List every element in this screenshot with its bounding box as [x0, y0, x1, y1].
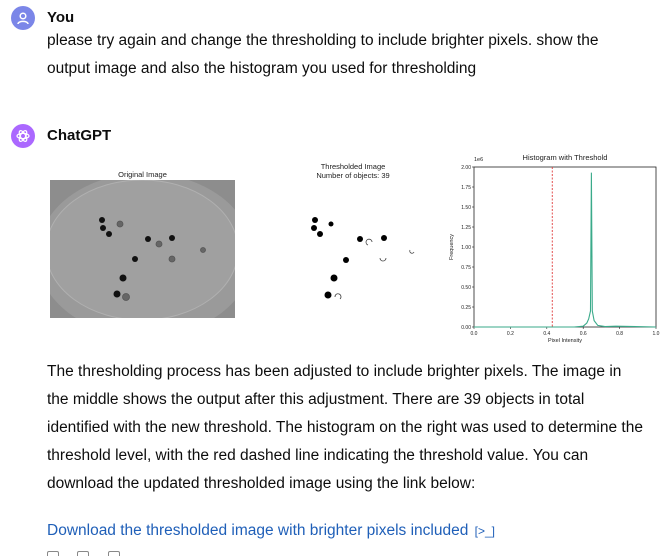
- x-tick-label: 0.0: [470, 331, 478, 337]
- user-icon: [16, 11, 30, 25]
- user-message: [47, 27, 598, 83]
- download-link[interactable]: [47, 522, 495, 540]
- assistant-paragraph: [47, 358, 643, 498]
- x-tick-label: 1.0: [652, 331, 660, 337]
- plot-frame: [474, 167, 656, 327]
- y-tick-label: 1.25: [461, 224, 471, 231]
- thumbs-down-icon[interactable]: [77, 551, 89, 556]
- openai-logo-icon: [15, 128, 31, 144]
- thresholded-title-line: Thresholded Image: [320, 162, 386, 171]
- y-tick-label: 2.00: [461, 164, 471, 171]
- user-avatar: [11, 6, 35, 30]
- assistant-name: ChatGPT: [47, 127, 112, 144]
- y-tick-label: 1.00: [461, 244, 471, 251]
- code-interpreter-icon[interactable]: [>_]: [474, 524, 496, 538]
- thresholded-image-title: [288, 162, 418, 180]
- assistant-avatar: [11, 124, 35, 148]
- y-scale-note: 1e6: [474, 157, 484, 163]
- copy-icon[interactable]: [47, 551, 59, 556]
- thresholded-count-line: Number of objects: 39: [316, 171, 390, 180]
- paragraph-line: identified with the new threshold. The histogram on the right was used to determine the: [47, 419, 643, 436]
- paragraph-line: the middle shows the output after this adjustment. There are 39 objects in total: [47, 391, 585, 408]
- histogram-chart: [444, 150, 662, 352]
- original-image: [50, 180, 235, 318]
- user-message-line: output image and also the histogram you used for thresholding: [47, 60, 477, 77]
- message-actions: [47, 550, 127, 556]
- download-link-text[interactable]: Download the thresholded image with brighter pixels included: [47, 522, 469, 539]
- y-axis-label: Frequency: [449, 234, 455, 260]
- y-tick-label: 0.50: [461, 284, 471, 291]
- paragraph-line: The thresholding process has been adjusted to include brighter pixels. The image in: [47, 363, 622, 380]
- x-tick-label: 0.2: [506, 331, 514, 337]
- original-image-title: Original Image: [118, 170, 167, 179]
- thresholded-image: [300, 200, 425, 310]
- y-tick-label: 1.75: [461, 184, 471, 191]
- y-tick-label: 0.25: [461, 304, 471, 311]
- y-tick-label: 0.00: [461, 324, 471, 331]
- x-axis-label: Pixel Intensity: [548, 338, 582, 344]
- x-tick-label: 0.6: [579, 331, 587, 337]
- x-tick-label: 0.4: [543, 331, 551, 337]
- regenerate-icon[interactable]: [108, 551, 120, 556]
- paragraph-line: download the updated thresholded image using the link below:: [47, 475, 476, 492]
- paragraph-line: threshold level, with the red dashed line indicating the threshold value. You can: [47, 447, 589, 464]
- x-tick-label: 0.8: [616, 331, 624, 337]
- user-name: You: [47, 9, 75, 26]
- chart-title: Histogram with Threshold: [522, 153, 608, 162]
- y-tick-label: 0.75: [461, 264, 471, 271]
- user-message-line: please try again and change the thresholding to include brighter pixels. show the: [47, 32, 599, 49]
- histogram-series-line: [474, 173, 656, 327]
- y-tick-label: 1.50: [461, 204, 471, 211]
